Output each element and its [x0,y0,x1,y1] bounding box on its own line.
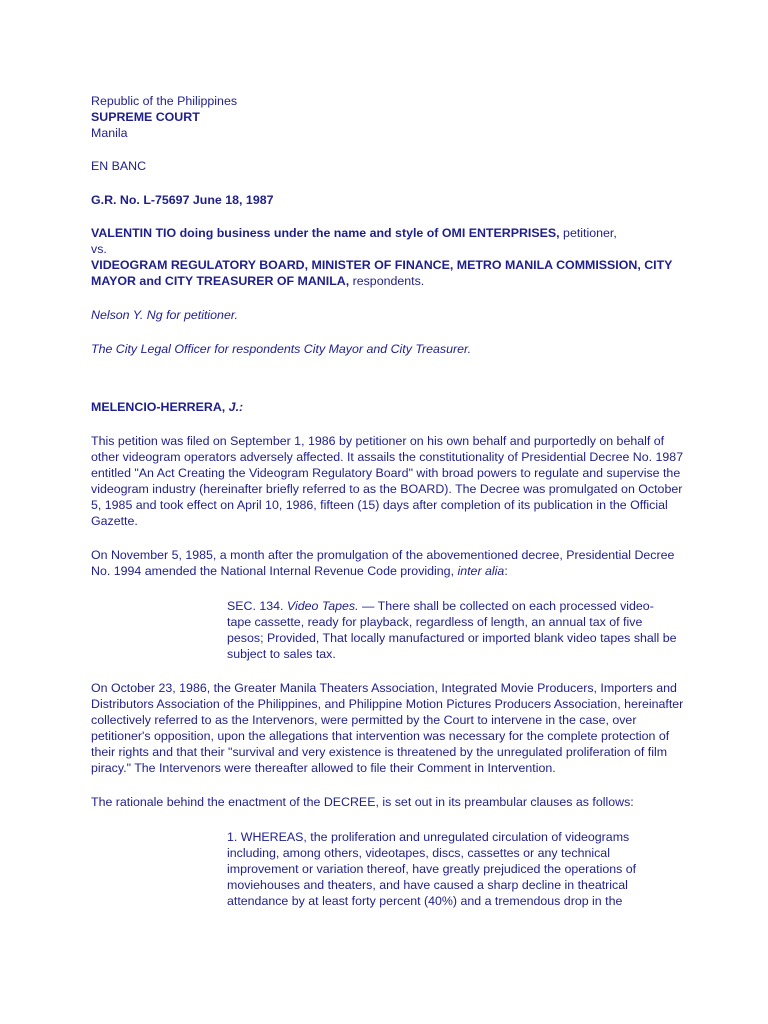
petitioner-role: petitioner, [559,226,617,240]
paragraph-2-end: : [504,564,508,578]
block-quote-sec-134 [227,598,677,662]
ponente-name: MELENCIO-HERRERA, [91,400,226,414]
division-label: EN BANC [91,159,147,173]
quote1-text: — There shall be collected on each processed video-tape cassette, ready for playback, regardless of length, an annual tax of five pesos; Provided, That locally manufactured or imported blank video tapes shall be subject to sales tax. [227,599,677,661]
ponente-title: J.: [225,400,244,414]
ponente-line [91,399,691,415]
counsel-respondents: The City Legal Officer for respondents City Mayor and City Treasurer. [91,342,472,356]
respondents-role: respondents. [349,274,425,288]
court-city: Manila [91,126,128,140]
respondents-line [91,257,691,289]
petitioner-name: VALENTIN TIO doing business under the name and style of OMI ENTERPRISES, [91,226,560,240]
document-page [91,93,691,909]
versus-label: vs. [91,242,107,256]
republic-line: Republic of the Philippines [91,94,238,108]
quote1-title: Video Tapes. [286,599,359,613]
petitioner-line [91,225,691,241]
respondents-names: VIDEOGRAM REGULATORY BOARD, MINISTER OF FINANCE, METRO MANILA COMMISSION, CITY MAYOR and CITY TREASURER OF MANILA, [91,258,673,288]
paragraph-2-text: On November 5, 1985, a month after the promulgation of the abovementioned decree, Presidential Decree No. 1994 amended the National Internal Revenue Code providing, [91,548,675,578]
block-quote-whereas: 1. WHEREAS, the proliferation and unregulated circulation of videograms including, among others, videotapes, discs, cassettes or any technical improvement or variation thereof, have greatly prejudiced the operations of moviehouses and theaters, and have caused a sharp decline in theatrical attendance by at least forty percent (40%) and a tremendous drop in the [227,830,637,908]
paragraph-1: This petition was filed on September 1, 1986 by petitioner on his own behalf and purportedly on behalf of other videogram operators adversely affected. It assails the constitutionality of Presidential Decree No. 1987 entitled "An Act Creating the Videogram Regulatory Board" with broad powers to regulate and supervise the videogram industry (hereinafter briefly referred to as the BOARD). The Decree was promulgated on October 5, 1985 and took effect on April 10, 1986, fifteen (15) days after completion of its publication in the Official Gazette. [91,434,684,528]
paragraph-2-italic: inter alia [457,564,505,578]
court-name: SUPREME COURT [91,110,200,124]
paragraph-2 [91,547,691,579]
paragraph-3: On October 23, 1986, the Greater Manila Theaters Association, Integrated Movie Producers, Importers and Distributors Association of the Philippines, and Philippine Motion Pictures Producers Association, hereinafter collectively referred to as the Intervenors, were permitted by the Court to intervene in the case, over petitioner's opposition, upon the allegations that intervention was necessary for the complete protection of their rights and that their "survival and very existence is threatened by the unregulated proliferation of film piracy." The Intervenors were thereafter allowed to file their Comment in Intervention. [91,681,684,775]
counsel-petitioner: Nelson Y. Ng for petitioner. [91,308,238,322]
paragraph-4: The rationale behind the enactment of the DECREE, is set out in its preambular clauses as follows: [91,795,634,809]
case-number: G.R. No. L-75697 June 18, 1987 [91,193,274,207]
quote1-sec: SEC. 134. [227,599,287,613]
